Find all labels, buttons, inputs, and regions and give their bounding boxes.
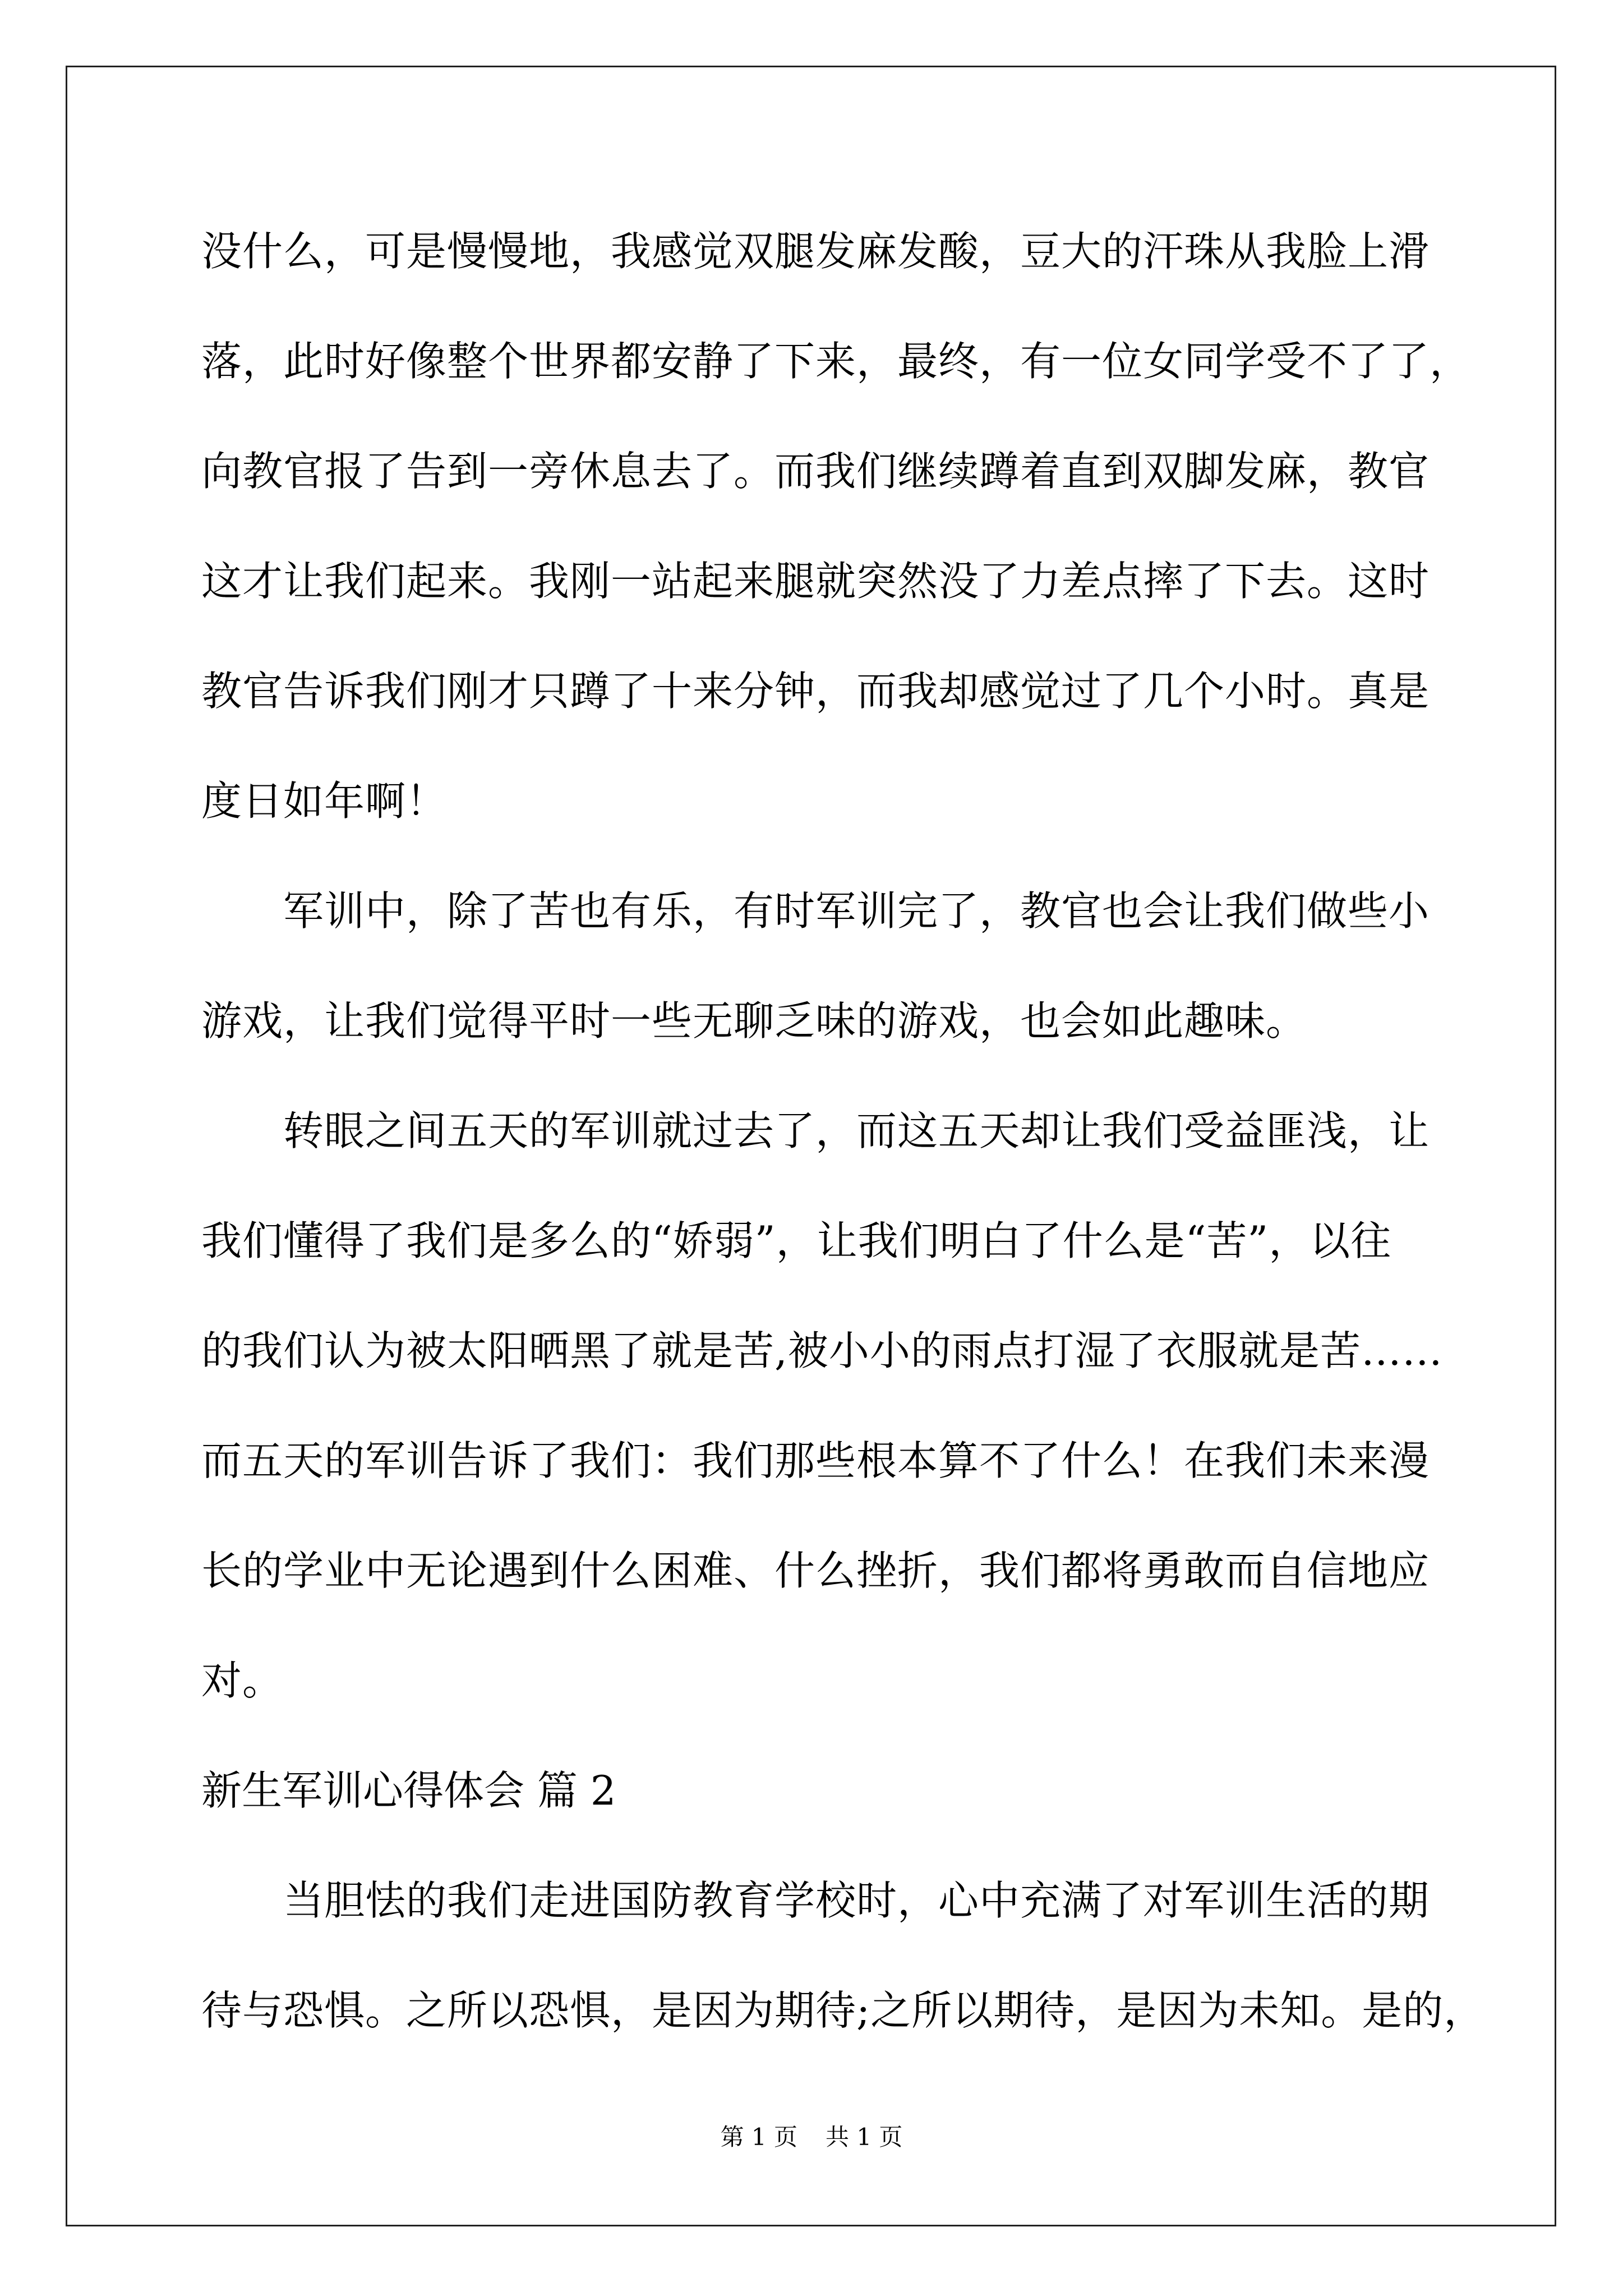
text-line: 没什么，可是慢慢地，我感觉双腿发麻发酸，豆大的汗珠从我脸上滑 <box>201 228 1430 275</box>
paragraph-first-line: 军训中，除了苦也有乐，有时军训完了，教官也会让我们做些小 <box>283 887 1430 935</box>
page-total: 共 1 页 <box>826 2123 903 2151</box>
text-line: 长的学业中无论遇到什么困难、什么挫折，我们都将勇敢而自信地应 <box>201 1547 1430 1594</box>
text-line: 待与恐惧。之所以恐惧，是因为期待;之所以期待，是因为未知。是的， <box>201 1987 1485 2034</box>
text-line: 的我们认为被太阳晒黑了就是苦,被小小的雨点打湿了衣服就是苦…… <box>201 1327 1443 1374</box>
paragraph-first-line: 当胆怯的我们走进国防教育学校时，心中充满了对军训生活的期 <box>283 1877 1430 1924</box>
text-line: 游戏，让我们觉得平时一些无聊乏味的游戏，也会如此趣味。 <box>201 997 1307 1045</box>
text-line: 而五天的军训告诉了我们：我们那些根本算不了什么！在我们未来漫 <box>201 1437 1430 1484</box>
page-number: 第 1 页 <box>720 2123 797 2151</box>
page-footer <box>0 2120 1623 2154</box>
text-line: 教官告诉我们刚才只蹲了十来分钟，而我却感觉过了几个小时。真是 <box>201 668 1430 715</box>
text-line: 落，此时好像整个世界都安静了下来，最终，有一位女同学受不了了， <box>201 338 1471 385</box>
text-line: 度日如年啊！ <box>201 777 448 825</box>
paragraph-first-line: 转眼之间五天的军训就过去了，而这五天却让我们受益匪浅，让 <box>283 1107 1430 1154</box>
text-line: 这才让我们起来。我刚一站起来腿就突然没了力差点摔了下去。这时 <box>201 558 1430 605</box>
text-line: 向教官报了告到一旁休息去了。而我们继续蹲着直到双脚发麻，教官 <box>201 448 1430 495</box>
section-heading: 新生军训心得体会 篇 2 <box>201 1767 616 1814</box>
document-body <box>201 196 1485 2065</box>
text-line: 对。 <box>201 1657 284 1704</box>
text-line: 我们懂得了我们是多么的“娇弱”，让我们明白了什么是“苦”，以往 <box>201 1217 1392 1264</box>
